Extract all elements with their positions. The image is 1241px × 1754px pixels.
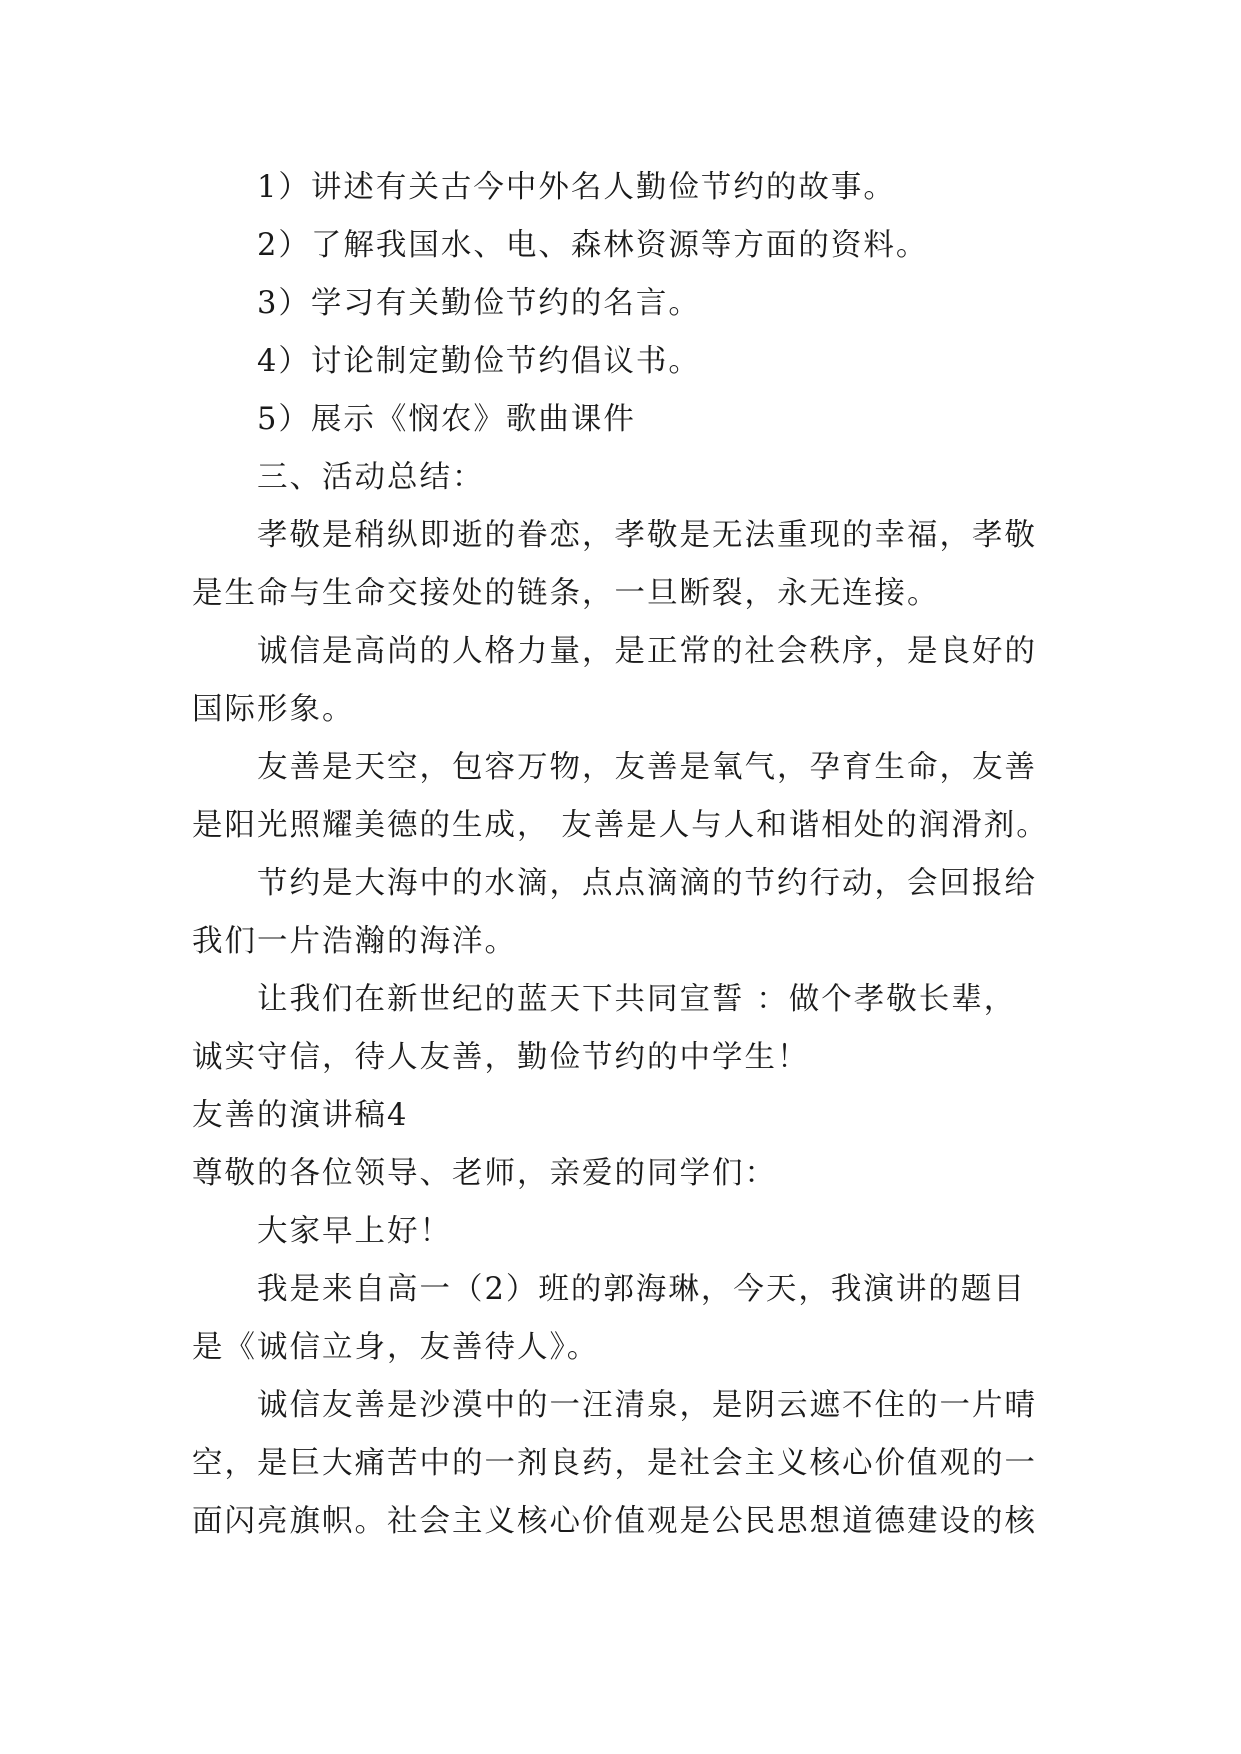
paragraph-line: 诚实守信，待人友善，勤俭节约的中学生！	[192, 1040, 810, 1075]
paragraph-line: 是生命与生命交接处的链条，一旦断裂，永无连接。	[192, 576, 940, 611]
paragraph-line: 面闪亮旗帜。社会主义核心价值观是公民思想道德建设的核	[192, 1504, 1037, 1539]
paragraph-line: 是阳光照耀美德的生成， 友善是人与人和谐相处的润滑剂。	[192, 808, 1049, 843]
paragraph-line: 我是来自高一（2）班的郭海琳，今天，我演讲的题目	[257, 1272, 1026, 1307]
list-item-2: 2）了解我国水、电、森林资源等方面的资料。	[257, 228, 929, 263]
paragraph-line: 诚信是高尚的人格力量，是正常的社会秩序，是良好的	[257, 634, 1037, 669]
greeting: 大家早上好！	[257, 1214, 452, 1249]
paragraph-line: 友善是天空，包容万物，友善是氧气，孕育生命，友善	[257, 750, 1037, 785]
paragraph-line: 空，是巨大痛苦中的一剂良药，是社会主义核心价值观的一	[192, 1446, 1037, 1481]
list-item-1: 1）讲述有关古今中外名人勤俭节约的故事。	[257, 170, 896, 205]
paragraph-line: 孝敬是稍纵即逝的眷恋，孝敬是无法重现的幸福，孝敬	[257, 518, 1037, 553]
list-item-5: 5）展示《悯农》歌曲课件	[257, 402, 636, 437]
section-heading: 三、活动总结：	[257, 460, 485, 495]
speech-title: 友善的演讲稿4	[192, 1098, 409, 1133]
list-item-4: 4）讨论制定勤俭节约倡议书。	[257, 344, 701, 379]
paragraph-line: 是《诚信立身，友善待人》。	[192, 1330, 600, 1365]
paragraph-line: 让我们在新世纪的蓝天下共同宣誓 ：做个孝敬长辈，	[257, 982, 1017, 1017]
salutation: 尊敬的各位领导、老师，亲爱的同学们：	[192, 1156, 777, 1191]
paragraph-line: 诚信友善是沙漠中的一汪清泉，是阴云遮不住的一片晴	[257, 1388, 1037, 1423]
paragraph-line: 国际形象。	[192, 692, 355, 727]
list-item-3: 3）学习有关勤俭节约的名言。	[257, 286, 701, 321]
paragraph-line: 节约是大海中的水滴，点点滴滴的节约行动，会回报给	[257, 866, 1037, 901]
paragraph-line: 我们一片浩瀚的海洋。	[192, 924, 517, 959]
